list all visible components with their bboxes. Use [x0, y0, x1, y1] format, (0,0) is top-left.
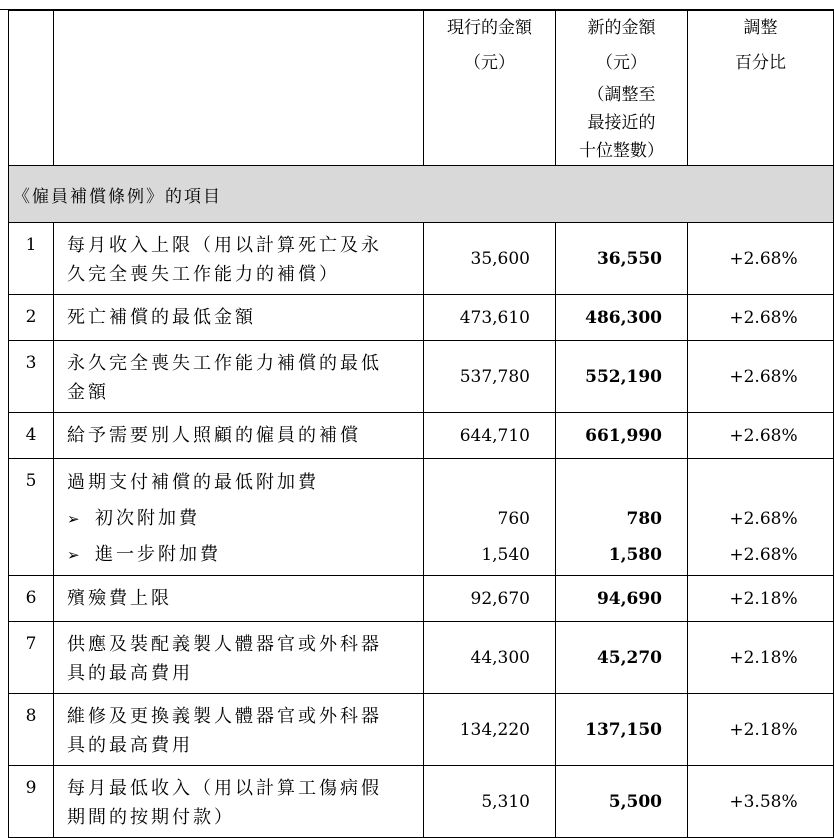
header-new-amount: 新的金額 （元） （調整至 最接近的 十位整數）	[556, 11, 688, 166]
table-row	[9, 223, 834, 295]
section-row	[9, 166, 834, 223]
description-line: 每月最低收入（用以計算工傷病假	[67, 778, 382, 799]
row-current	[424, 459, 556, 576]
row-description	[54, 694, 424, 766]
row-new	[556, 459, 688, 576]
table-row	[9, 576, 834, 622]
row-description	[54, 341, 424, 413]
header-no-cell	[9, 11, 54, 166]
subitem-new: 780	[626, 509, 662, 529]
row-current-amount: 644,710	[424, 413, 556, 459]
description-line: 金額	[67, 382, 109, 403]
row-adjustment-pct: +2.18%	[688, 576, 834, 622]
row-description	[54, 766, 424, 838]
row-new-amount: 486,300	[556, 295, 688, 341]
description-line: 給予需要別人照顧的僱員的補償	[67, 425, 361, 446]
arrow-bullet-icon: ➢	[67, 510, 83, 528]
table-row	[9, 622, 834, 694]
row-description	[54, 223, 424, 295]
item-rows	[9, 223, 834, 838]
description-line: 死亡補償的最低金額	[67, 307, 256, 328]
row-pct	[688, 459, 834, 576]
header-current-amount: 現行的金額 （元）	[424, 11, 556, 166]
table-row	[9, 459, 834, 576]
row-adjustment-pct: +2.68%	[688, 413, 834, 459]
description-line: 具的最高費用	[67, 663, 193, 684]
row-current-amount: 5,310	[424, 766, 556, 838]
row-new-amount: 552,190	[556, 341, 688, 413]
row-number: 3	[9, 341, 54, 413]
row-current-amount: 134,220	[424, 694, 556, 766]
row-description	[54, 576, 424, 622]
subitem-label	[67, 537, 415, 573]
table-row	[9, 413, 834, 459]
subitem-new: 1,580	[608, 545, 662, 565]
row-new-amount: 137,150	[556, 694, 688, 766]
row-description	[54, 295, 424, 341]
row-new-amount: 36,550	[556, 223, 688, 295]
row-number: 5	[9, 459, 54, 576]
row-description	[54, 459, 424, 576]
row-current-amount: 537,780	[424, 341, 556, 413]
row-number: 4	[9, 413, 54, 459]
description-line: 永久完全喪失工作能力補償的最低	[67, 353, 382, 374]
row-current-amount: 35,600	[424, 223, 556, 295]
row-description	[54, 413, 424, 459]
row-number: 2	[9, 295, 54, 341]
row-adjustment-pct: +2.68%	[688, 295, 834, 341]
arrow-bullet-icon: ➢	[67, 546, 83, 564]
row-current-amount: 473,610	[424, 295, 556, 341]
row-number: 1	[9, 223, 54, 295]
row-new-amount: 661,990	[556, 413, 688, 459]
compensation-table	[8, 10, 834, 838]
section-title: 《僱員補償條例》的項目	[9, 166, 834, 223]
row-adjustment-pct: +2.68%	[688, 223, 834, 295]
table-row	[9, 766, 834, 838]
description-line: 維修及更換義製人體器官或外科器	[67, 706, 382, 727]
header-item-cell	[54, 11, 424, 166]
description-line: 供應及裝配義製人體器官或外科器	[67, 634, 382, 655]
row-adjustment-pct: +2.68%	[688, 341, 834, 413]
subitem-label	[67, 501, 415, 537]
row-new-amount: 5,500	[556, 766, 688, 838]
subitem-text: 進一步附加費	[95, 544, 221, 565]
subitem-current: 760	[497, 509, 530, 529]
subitem-pct: +2.68%	[729, 545, 798, 565]
row-number: 6	[9, 576, 54, 622]
row-new-amount: 45,270	[556, 622, 688, 694]
subitem-text: 初次附加費	[95, 508, 200, 529]
row-current-amount: 44,300	[424, 622, 556, 694]
row-description	[54, 622, 424, 694]
row-adjustment-pct: +2.18%	[688, 694, 834, 766]
description-line: 過期支付補償的最低附加費	[67, 472, 319, 493]
header-adjustment: 調整 百分比	[688, 11, 834, 166]
description-line: 每月收入上限（用以計算死亡及永	[67, 235, 382, 256]
table-row	[9, 694, 834, 766]
subitem-current: 1,540	[481, 545, 530, 565]
row-adjustment-pct: +2.18%	[688, 622, 834, 694]
table-row	[9, 295, 834, 341]
description-line: 殯殮費上限	[67, 588, 172, 609]
header-row	[9, 11, 834, 166]
row-number: 9	[9, 766, 54, 838]
description-line: 久完全喪失工作能力的補償）	[67, 264, 340, 285]
subitem-pct: +2.68%	[729, 509, 798, 529]
row-adjustment-pct: +3.58%	[688, 766, 834, 838]
row-number: 8	[9, 694, 54, 766]
row-current-amount: 92,670	[424, 576, 556, 622]
table-row	[9, 341, 834, 413]
row-new-amount: 94,690	[556, 576, 688, 622]
row-number: 7	[9, 622, 54, 694]
description-line: 具的最高費用	[67, 735, 193, 756]
description-line: 期間的按期付款）	[67, 807, 235, 828]
